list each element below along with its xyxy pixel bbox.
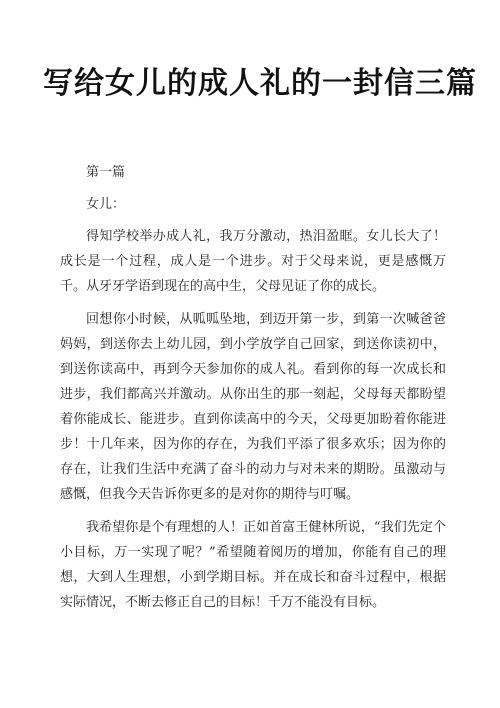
body-paragraph: 回想你小时候，从呱呱坠地，到迈开第一步，到第一次喊爸爸妈妈，到送你去上幼儿园，到小学放学自己回家，到送你读初中，到送你读高中，再到今天参加你的成人礼。看到你的每一次成长和进步，我们都高兴并激动。从你出生的那一刻起，父母每天都盼望着你能成长、能进步。直到你读高中的今天，父母更加盼着你能进步！十几年来，因为你的存在，为我们平添了很多欢乐；因为你的存在，让我们生活中充满了奋斗的动力与对未来的期盼。虽激动与感慨，但我今天告诉你更多的是对你的期待与叮嘱。 bbox=[60, 312, 446, 502]
salutation: 女儿： bbox=[86, 197, 126, 212]
section-heading: 第一篇 bbox=[86, 165, 126, 180]
body-paragraph: 得知学校举办成人礼，我万分激动，热泪盈眶。女儿长大了！成长是一个过程，成人是一个进步。对于父母来说，更是感慨万千。从牙牙学语到现在的高中生，父母见证了你的成长。 bbox=[60, 229, 446, 294]
letter-body bbox=[60, 160, 446, 623]
document-title: 写给女儿的成人礼的一封信三篇 bbox=[43, 66, 477, 101]
body-paragraph: 我希望你是个有理想的人！正如首富王健林所说，“我们先定个小目标，万一实现了呢？”希望随着阅历的增加，你能有自己的理想，大到人生理想，小到学期目标。并在成长和奋斗过程中，根据实际情况，不断去修正自己的目标！千万不能没有目标。 bbox=[60, 520, 446, 610]
